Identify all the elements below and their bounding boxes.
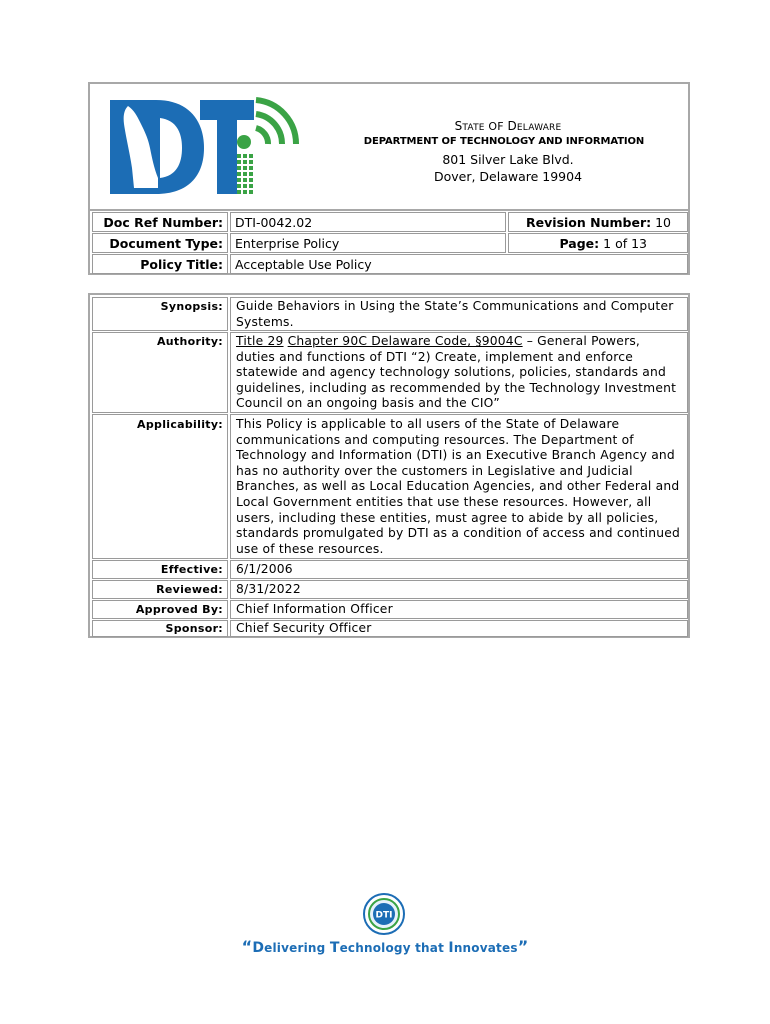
authority-label: Authority: (156, 335, 223, 348)
doc-type-value: Enterprise Policy (235, 236, 340, 251)
delaware-rest: ELAWARE (516, 123, 562, 133)
details-table (88, 293, 690, 638)
address-line-2: Dover, Delaware 19904 (433, 169, 583, 184)
state-of: OF (488, 120, 504, 133)
applicability-line: has no authority over the customers in Legislative and Judicial (236, 463, 633, 478)
doc-type-value-cell (230, 233, 506, 253)
effective-label-cell (92, 560, 228, 579)
dti-seal-icon (363, 893, 405, 935)
applicability-line: standards promulgated by DTI as a condition of access and continued (236, 526, 680, 541)
revision-text (526, 215, 671, 230)
authority-line: Council on an ongoing basis and the CIO” (236, 396, 500, 411)
revision-cell (508, 212, 688, 232)
title-29-link[interactable]: Title 29 (236, 334, 284, 348)
state-initial: S (454, 119, 463, 133)
approved-value-cell (230, 600, 688, 619)
chapter-90c-link[interactable]: Chapter 90C Delaware Code, §9004C (287, 334, 523, 348)
doc-ref-label: Doc Ref Number: (103, 215, 223, 230)
page-value: 1 of 13 (603, 236, 647, 251)
applicability-line: This Policy is applicable to all users of the State of Delaware (236, 417, 620, 431)
policy-title-label: Policy Title: (140, 257, 223, 272)
authority-text (236, 334, 676, 412)
tagline-word-technology: echnology that (339, 941, 449, 955)
effective-value-cell (230, 560, 688, 579)
authority-label-cell (92, 332, 228, 413)
tagline-open-quote: “ (241, 937, 253, 956)
reviewed-label: Reviewed: (156, 583, 223, 596)
applicability-label: Applicability: (137, 418, 223, 431)
synopsis-line: Systems. (236, 314, 294, 329)
applicability-line: Local Government entities that use these resources. However, all (236, 494, 652, 509)
tagline-word-delivering: elivering (264, 941, 330, 955)
footer-tagline (200, 937, 570, 956)
state-rest: TATE (462, 123, 485, 133)
header-box (88, 82, 690, 211)
tagline-close-quote: ” (517, 937, 529, 956)
page-cell (508, 233, 688, 253)
synopsis-text (236, 299, 673, 330)
reviewed-value-cell (230, 580, 688, 599)
revision-label: Revision Number: (526, 215, 652, 230)
authority-line: statewide and agency technology solutions, policies, standards and (236, 365, 667, 380)
sponsor-label: Sponsor: (165, 622, 223, 635)
applicability-line: communications and computing resources. The Department of (236, 432, 634, 447)
sponsor-label-cell (92, 620, 228, 637)
applicability-label-cell (92, 414, 228, 559)
doc-ref-label-cell (92, 212, 228, 232)
reviewed-label-cell (92, 580, 228, 599)
applicability-line: Technology and Information (DTI) is an Executive Branch Agency and (236, 448, 675, 463)
dti-logo (104, 92, 304, 204)
authority-line-1-rest: – General Powers, (522, 334, 641, 348)
effective-label: Effective: (160, 563, 223, 576)
page-text (559, 236, 647, 251)
synopsis-label-cell (92, 297, 228, 331)
tagline-initial-i: I (448, 940, 454, 956)
effective-value: 6/1/2006 (236, 562, 293, 576)
applicability-value-cell (230, 414, 688, 559)
approved-by-value: Chief Information Officer (236, 602, 393, 616)
tagline-initial-d: D (252, 940, 265, 956)
page-label: Page: (559, 236, 600, 251)
seal-text: DTI (375, 910, 393, 921)
approved-label-cell (92, 600, 228, 619)
address-line-1: 801 Silver Lake Blvd. (442, 152, 574, 167)
policy-title-label-cell (92, 254, 228, 274)
meta-table (88, 209, 690, 275)
reviewed-value: 8/31/2022 (236, 582, 301, 596)
delaware-initial: D (507, 119, 517, 133)
sponsor-value-cell (230, 620, 688, 637)
department-name: DEPARTMENT OF TECHNOLOGY AND INFORMATION (363, 136, 645, 147)
policy-title-value: Acceptable Use Policy (235, 257, 372, 272)
synopsis-label: Synopsis: (160, 300, 223, 313)
applicability-text (236, 417, 680, 557)
authority-line: duties and functions of DTI “2) Create, implement and enforce (236, 349, 633, 364)
authority-line: guidelines, including as recommended by the Technology Investment (236, 380, 677, 395)
tagline-initial-t: T (329, 940, 340, 956)
tagline-word-innovates: nnovates (453, 941, 518, 955)
authority-value-cell (230, 332, 688, 413)
synopsis-value-cell (230, 297, 688, 331)
applicability-line: users, including these entities, must agree to abide by all policies, (236, 510, 659, 525)
policy-title-value-cell (230, 254, 688, 274)
sponsor-value: Chief Security Officer (236, 621, 372, 635)
revision-value: 10 (655, 215, 671, 230)
authority-line-1 (236, 334, 676, 350)
applicability-line: use of these resources. (236, 541, 384, 556)
applicability-line: Branches, as well as Local Education Agencies, and other Federal and (236, 479, 680, 494)
doc-type-label: Document Type: (109, 236, 223, 251)
approved-by-label: Approved By: (135, 603, 223, 616)
state-line (408, 119, 608, 133)
doc-type-label-cell (92, 233, 228, 253)
synopsis-line: Guide Behaviors in Using the State’s Communications and Computer (236, 299, 674, 313)
doc-ref-value: DTI-0042.02 (235, 215, 313, 230)
doc-ref-value-cell (230, 212, 506, 232)
